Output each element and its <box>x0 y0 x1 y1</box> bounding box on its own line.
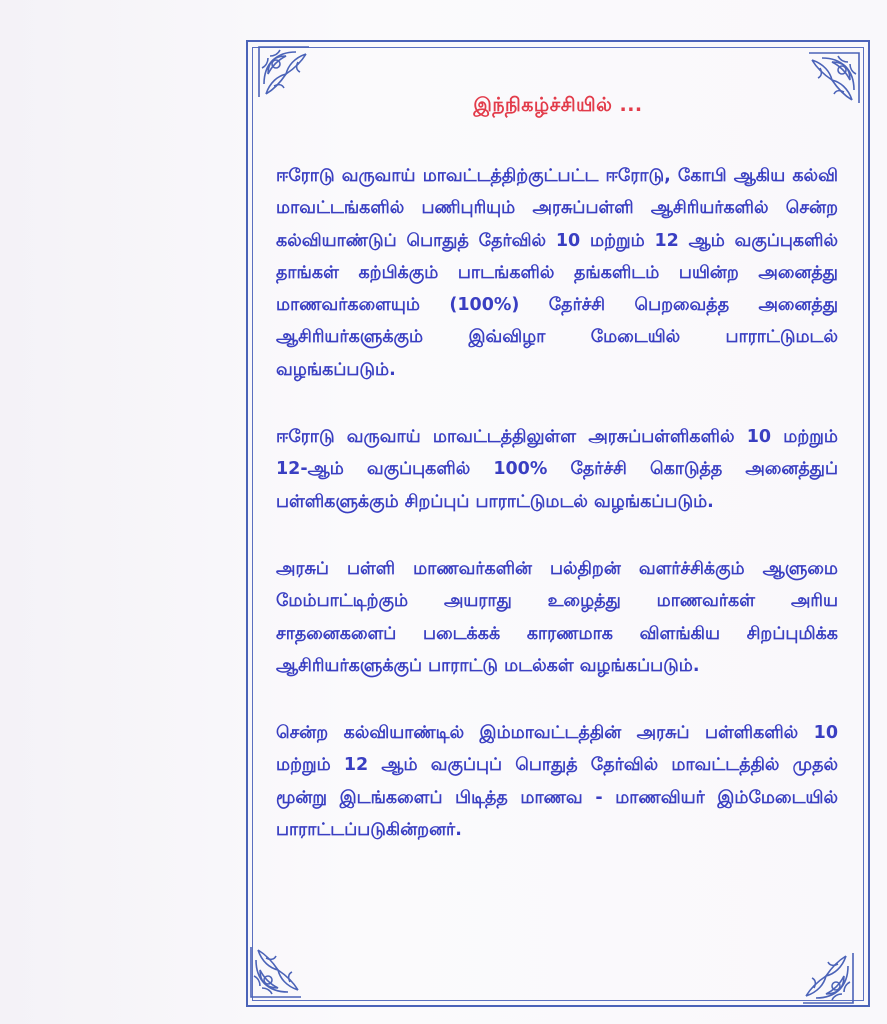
paragraph-special-teacher-awards: அரசுப் பள்ளி மாணவர்களின் பல்திறன் வளர்ச்சிக்கும் ஆளுமை மேம்பாட்டிற்கும் அயராது உழைத்து மாணவர்கள் அரிய சாதனைகளைப் படைக்கக் காரணமாக விளங்கிய சிறப்புமிக்க ஆசிரியர்களுக்குப் பாராட்டு மடல்கள் வழங்கப்படும். <box>276 558 838 676</box>
paragraph-teacher-awards: ஈரோடு வருவாய் மாவட்டத்திற்குட்பட்ட ஈரோடு, கோபி ஆகிய கல்வி மாவட்டங்களில் பணிபுரியும் அரசுப்பள்ளி ஆசிரியர்களில் சென்ற கல்வியாண்டுப் பொதுத் தேர்வில் 10 மற்றும் 12 ஆம் வகுப்புகளில் தாங்கள் கற்பிக்கும் பாடங்களில் தங்களிடம் பயின்ற அனைத்து மாணவர்களையும் (100%) தேர்ச்சி பெறவைத்த அனைத்து ஆசிரியர்களுக்கும் இவ்விழா மேடையில் பாராட்டுமடல் வழங்கப்படும். <box>276 166 838 380</box>
corner-ornament-icon <box>256 44 312 100</box>
paragraph-school-awards: ஈரோடு வருவாய் மாவட்டத்திலுள்ள அரசுப்பள்ளிகளில் 10 மற்றும் 12-ஆம் வகுப்புகளில் 100% தேர்ச்சி கொடுத்த அனைத்துப் பள்ளிகளுக்கும் சிறப்புப் பாராட்டுமடல் வழங்கப்படும். <box>276 427 838 512</box>
corner-ornament-icon <box>800 950 856 1006</box>
paragraph-top-students: சென்ற கல்வியாண்டில் இம்மாவட்டத்தின் அரசுப் பள்ளிகளில் 10 மற்றும் 12 ஆம் வகுப்புப் பொதுத் தேர்வில் மாவட்டத்தில் முதல் மூன்று இடங்களைப் பிடித்த மாணவ - மாணவியர் இம்மேடையில் பாராட்டப்படுகின்றனர். <box>276 723 838 841</box>
document-body <box>276 160 838 846</box>
section-heading: இந்நிகழ்ச்சியில் ... <box>473 94 643 116</box>
corner-ornament-icon <box>248 944 304 1000</box>
